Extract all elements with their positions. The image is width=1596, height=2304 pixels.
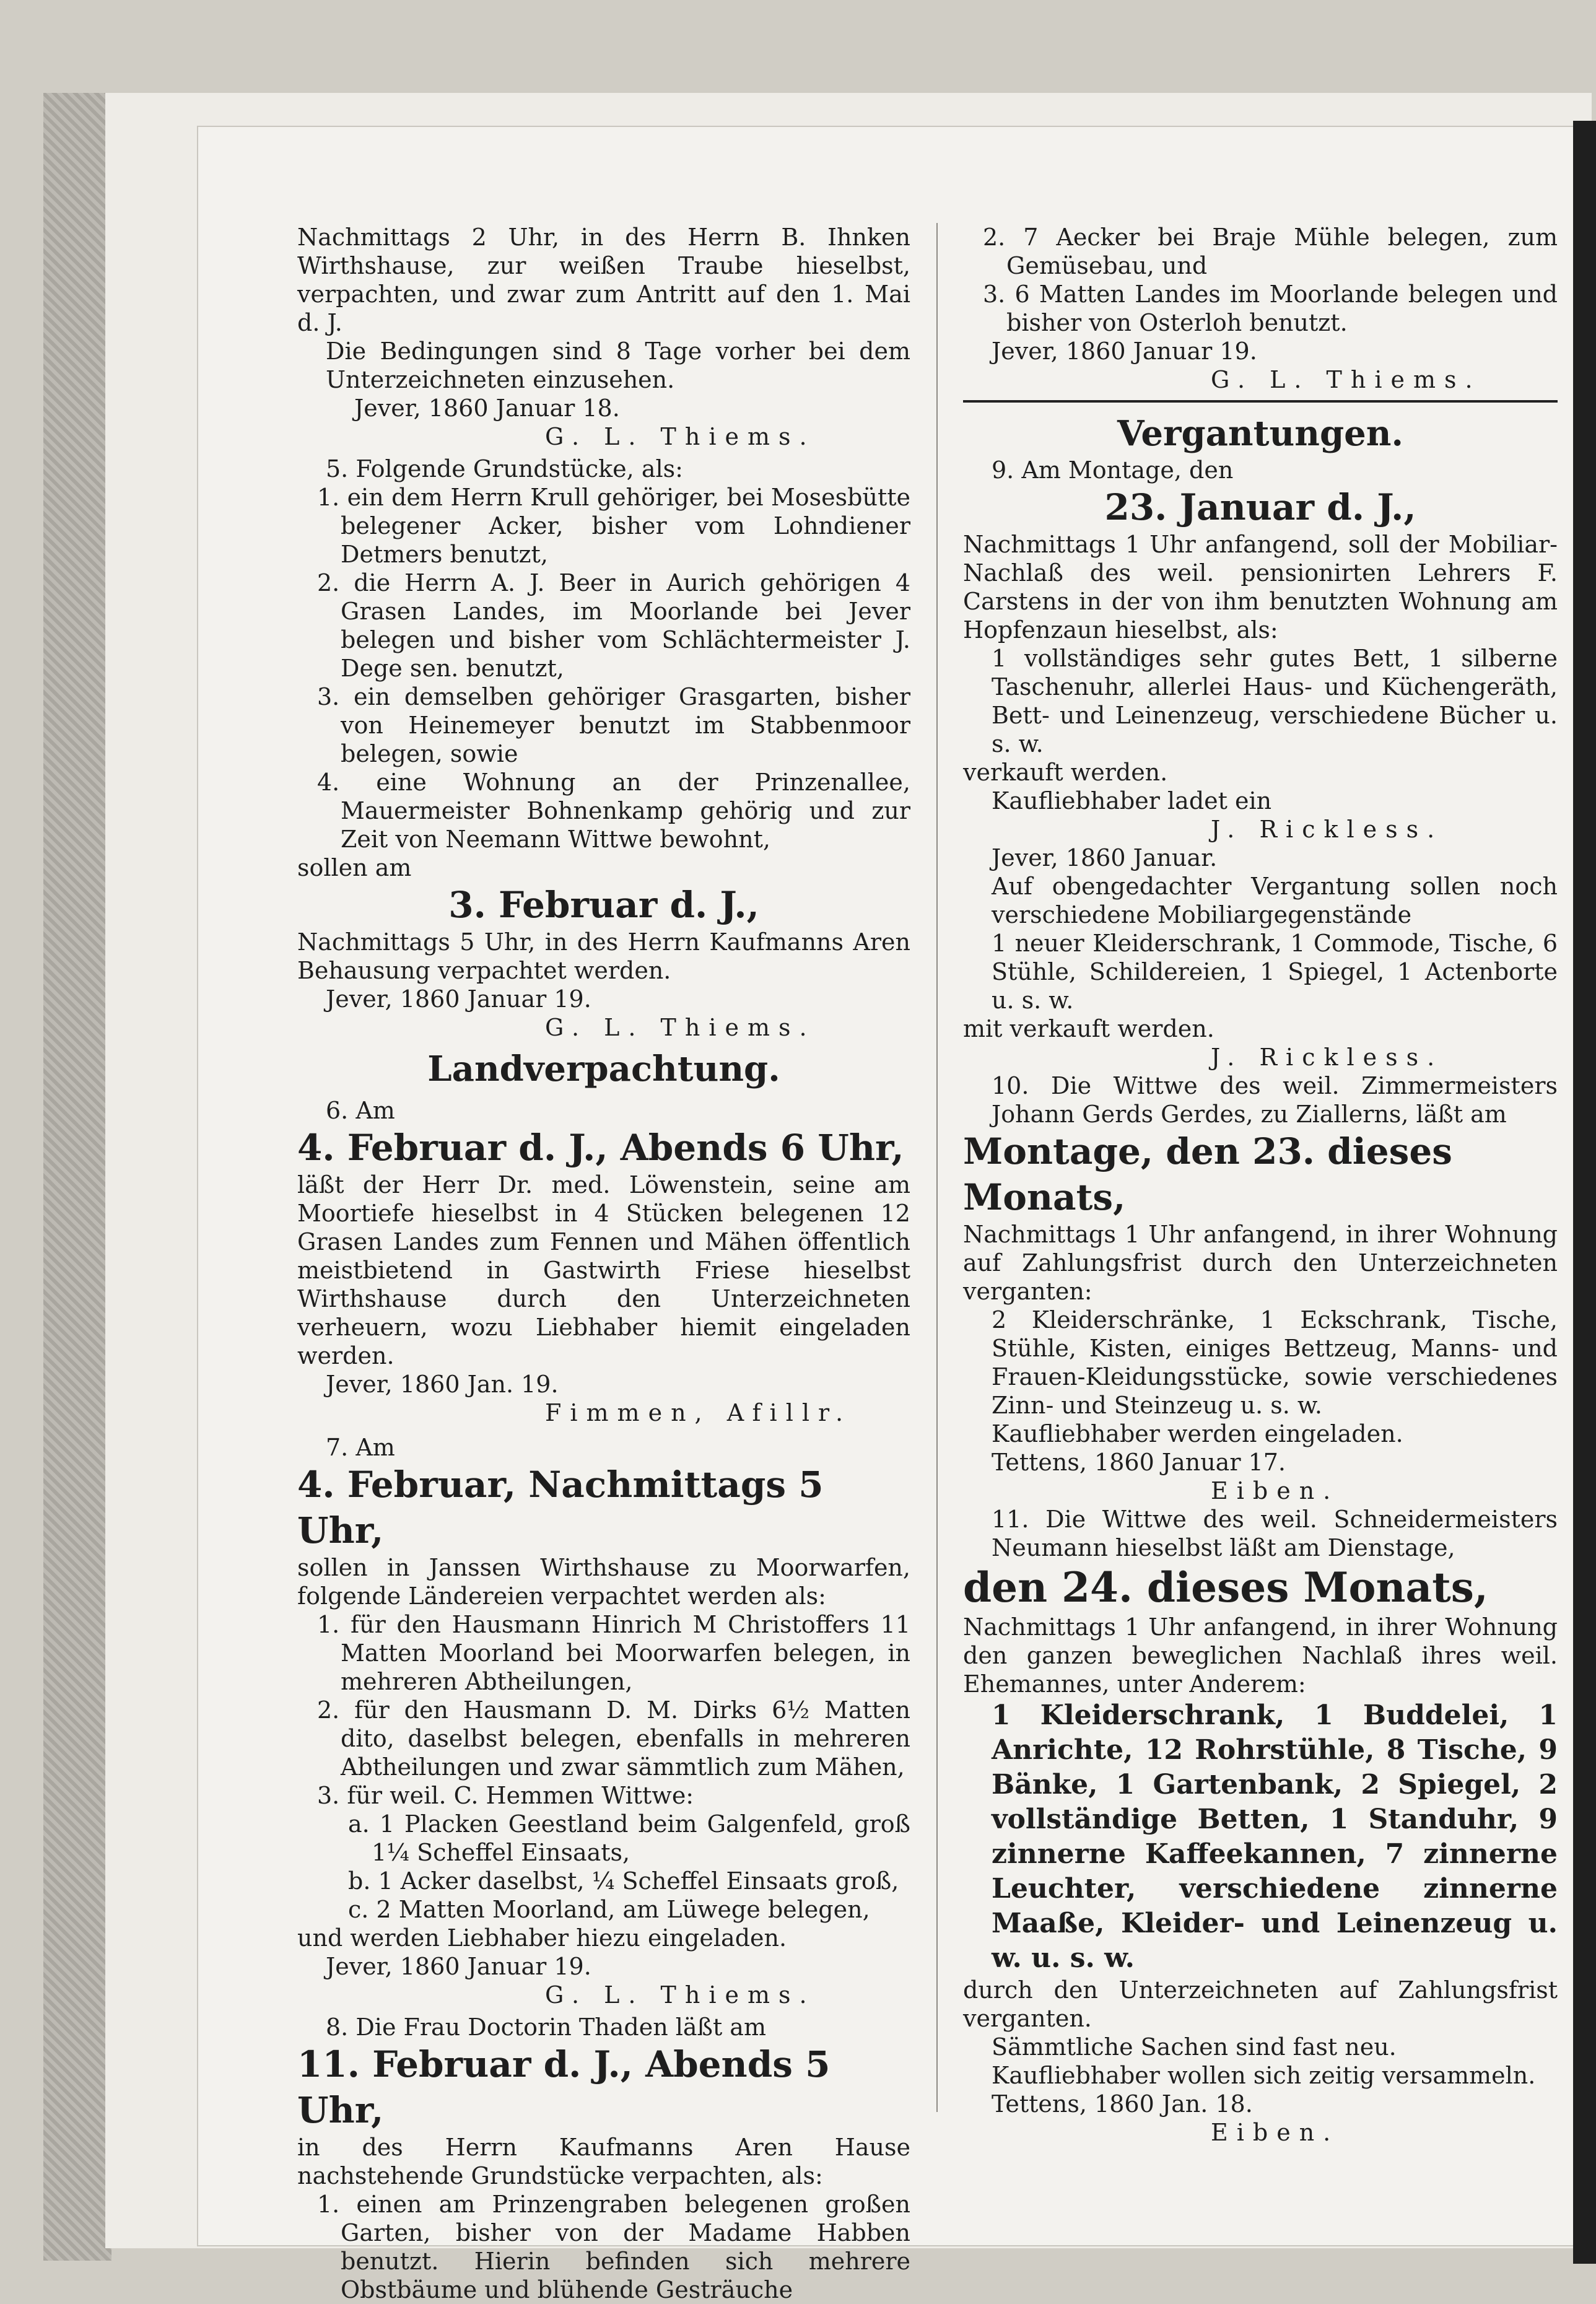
place-date: Jever, 1860 Januar. bbox=[992, 844, 1218, 871]
item-heading: 5. Folgende Grundstücke, als: bbox=[326, 455, 683, 482]
page-edge bbox=[1573, 121, 1596, 2264]
text-line: sollen am bbox=[297, 854, 412, 881]
item-heading: 9. Am Montage, den bbox=[992, 456, 1234, 484]
body-text: läßt der Herr Dr. med. Löwenstein, seine am Moortiefe hieselbst in 4 Stücken belegenen 12 Grasen Landes zum Fennen und Mähen öffentlich meistbietend in Gastwirth Friese hieselbst Wirthshause durch den Unterzeichneten verheuern, wozu Liebhaber hiemit eingeladen werden. bbox=[297, 1171, 910, 1369]
signature: J. Rickless. bbox=[1211, 816, 1444, 843]
body-text: sollen in Janssen Wirthshause zu Moorwarfen, folgende Ländereien verpachtet werden als: bbox=[297, 1554, 910, 1610]
date-heading: den 24. dieses Monats, bbox=[963, 1563, 1488, 1612]
item-list: 1 neuer Kleiderschrank, 1 Commode, Tische, 6 Stühle, Schildereien, 1 Spiegel, 1 Actenborte u. s. w. bbox=[992, 930, 1558, 1014]
place-date: Tettens, 1860 Jan. 18. bbox=[992, 2090, 1253, 2118]
text-line: verkauft werden. bbox=[963, 759, 1168, 786]
body-text: in des Herrn Kaufmanns Aren Hause nachstehende Grundstücke verpachten, als: bbox=[297, 2134, 910, 2189]
item-heading: 10. Die Wittwe des weil. Zimmermeisters Johann Gerds Gerdes, zu Ziallerns, läßt am bbox=[992, 1072, 1558, 1128]
signature: J. Rickless. bbox=[1211, 1044, 1444, 1071]
signature: G. L. Thiems. bbox=[545, 1014, 816, 1041]
book-spine bbox=[43, 93, 111, 2261]
item-list: 2 Kleiderschränke, 1 Eckschrank, Tische, Stühle, Kisten, einiges Bettzeug, Manns- und Frauen-Kleidungsstücke, sowie verschiedenes Zinn- und Steinzeug u. s. w. bbox=[992, 1306, 1558, 1419]
place-date: Jever, 1860 Jan. 19. bbox=[326, 1371, 559, 1398]
section-heading: Landverpachtung. bbox=[427, 1049, 780, 1089]
list-item: 1. einen am Prinzengraben belegenen großen Garten, bisher von der Madame Habben benutzt. Hierin befinden sich mehrere Obstbäume und blühende Gesträuche bbox=[317, 2191, 910, 2303]
signature: G. L. Thiems. bbox=[545, 423, 816, 450]
list-item: 2. 7 Aecker bei Braje Mühle belegen, zum Gemüsebau, und bbox=[983, 224, 1558, 279]
item-heading: 7. Am bbox=[326, 1434, 395, 1461]
body-text: Auf obengedachter Vergantung sollen noch verschiedene Mobiliargegenstände bbox=[992, 873, 1558, 928]
body-text: durch den Unterzeichneten auf Zahlungsfrist verganten. bbox=[963, 1976, 1558, 2032]
list-item: 3. ein demselben gehöriger Grasgarten, bisher von Heinemeyer benutzt im Stabbenmoor belegen, sowie bbox=[317, 683, 910, 767]
sub-item: b. 1 Acker daselbst, ¼ Scheffel Einsaats groß, bbox=[348, 1867, 899, 1895]
sub-item: c. 2 Matten Moorland, am Lüwege belegen, bbox=[348, 1896, 870, 1923]
text-line: Kaufliebhaber werden eingeladen. bbox=[992, 1420, 1403, 1447]
list-item: 2. die Herrn A. J. Beer in Aurich gehörigen 4 Grasen Landes, im Moorlande bei Jever belegen und bisher vom Schlächtermeister J. Dege sen. benutzt, bbox=[317, 569, 910, 682]
date-heading: 4. Februar, Nachmittags 5 Uhr, bbox=[297, 1464, 824, 1551]
text-line: mit verkauft werden. bbox=[963, 1015, 1214, 1042]
place-date: Jever, 1860 Januar 19. bbox=[992, 338, 1257, 365]
signature: G. L. Thiems. bbox=[545, 1981, 816, 2009]
column-rule bbox=[936, 223, 938, 2112]
item-heading: 6. Am bbox=[326, 1097, 395, 1124]
text-line: Sämmtliche Sachen sind fast neu. bbox=[992, 2033, 1397, 2061]
item-heading: 8. Die Frau Doctorin Thaden läßt am bbox=[326, 2014, 766, 2041]
body-text: Nachmittags 1 Uhr anfangend, soll der Mobiliar-Nachlaß des weil. pensionirten Lehrers F. Carstens in der von ihm benutzten Wohnung am Hopfenzaun hieselbst, als: bbox=[963, 531, 1558, 644]
intro-paragraph: Die Bedingungen sind 8 Tage vorher bei dem Unterzeichneten einzusehen. bbox=[326, 338, 910, 393]
body-text: Nachmittags 5 Uhr, in des Herrn Kaufmanns Aren Behausung verpachtet werden. bbox=[297, 928, 910, 984]
signature: G. L. Thiems. bbox=[1211, 366, 1481, 393]
list-item: 4. eine Wohnung an der Prinzenallee, Mauermeister Bohnenkamp gehörig und zur Zeit von Neemann Wittwe bewohnt, bbox=[317, 769, 910, 853]
place-date: Jever, 1860 Januar 19. bbox=[326, 985, 591, 1013]
list-item: 1. ein dem Herrn Krull gehöriger, bei Mosesbütte belegener Acker, bisher vom Lohndiener Detmers benutzt, bbox=[317, 484, 910, 568]
date-heading: 11. Februar d. J., Abends 5 Uhr, bbox=[297, 2043, 831, 2131]
text-line: Kaufliebhaber wollen sich zeitig versammeln. bbox=[992, 2062, 1536, 2089]
signature: Fimmen, Afillr. bbox=[545, 1399, 852, 1426]
list-item: 3. für weil. C. Hemmen Wittwe: bbox=[317, 1782, 694, 1809]
text-line: Kaufliebhaber ladet ein bbox=[992, 787, 1272, 814]
signature: Eiben. bbox=[1211, 1477, 1340, 1504]
item-heading: 11. Die Wittwe des weil. Schneidermeisters Neumann hieselbst läßt am Dienstage, bbox=[992, 1506, 1558, 1561]
date-heading: 4. Februar d. J., Abends 6 Uhr, bbox=[297, 1127, 904, 1169]
left-column bbox=[297, 223, 910, 2304]
section-heading: Vergantungen. bbox=[1117, 413, 1403, 454]
place-date: Jever, 1860 Januar 19. bbox=[326, 1953, 591, 1980]
item-list: 1 Kleiderschrank, 1 Buddelei, 1 Anrichte, 12 Rohrstühle, 8 Tische, 9 Bänke, 1 Gartenbank, 2 Spiegel, 2 vollständige Betten, 1 Standuhr, 9 zinnerne Kaffeekannen, 7 zinnerne Leuchter, verschiedene zinnerne Maaße, Kleider- und Leinenzeug u. w. u. s. w. bbox=[992, 1700, 1558, 1974]
signature: Eiben. bbox=[1211, 2119, 1340, 2146]
list-item: 3. 6 Matten Landes im Moorlande belegen und bisher von Osterloh benutzt. bbox=[983, 281, 1558, 336]
list-item: 2. für den Hausmann D. M. Dirks 6½ Matten dito, daselbst belegen, ebenfalls in mehreren Abtheilungen und zwar sämmtlich zum Mähen, bbox=[317, 1696, 910, 1781]
list-item: 1. für den Hausmann Hinrich M Christoffers 11 Matten Moorland bei Moorwarfen belegen, in mehreren Abtheilungen, bbox=[317, 1611, 910, 1695]
date-heading: Montage, den 23. dieses Monats, bbox=[963, 1130, 1452, 1218]
intro-paragraph: Nachmittags 2 Uhr, in des Herrn B. Ihnken Wirthshause, zur weißen Traube hieselbst, verpachten, und zwar zum Antritt auf den 1. Mai d. J. bbox=[297, 224, 910, 336]
text-line: und werden Liebhaber hiezu eingeladen. bbox=[297, 1924, 787, 1952]
date-heading: 3. Februar d. J., bbox=[448, 884, 759, 926]
item-list: 1 vollständiges sehr gutes Bett, 1 silberne Taschenuhr, allerlei Haus- und Küchengeräth, Bett- und Leinenzeug, verschiedene Bücher u. s. w. bbox=[992, 645, 1558, 757]
place-date: Jever, 1860 Januar 18. bbox=[354, 395, 620, 422]
date-heading: 23. Januar d. J., bbox=[1104, 486, 1416, 528]
body-text: Nachmittags 1 Uhr anfangend, in ihrer Wohnung auf Zahlungsfrist durch den Unterzeichneten verganten: bbox=[963, 1221, 1558, 1305]
body-text: Nachmittags 1 Uhr anfangend, in ihrer Wohnung den ganzen beweglichen Nachlaß ihres weil. Ehemannes, unter Anderem: bbox=[963, 1613, 1558, 1698]
place-date: Tettens, 1860 Januar 17. bbox=[992, 1449, 1286, 1476]
sub-item: a. 1 Placken Geestland beim Galgenfeld, groß 1¼ Scheffel Einsaats, bbox=[348, 1810, 910, 1866]
right-column bbox=[963, 223, 1558, 2147]
divider bbox=[963, 400, 1558, 403]
